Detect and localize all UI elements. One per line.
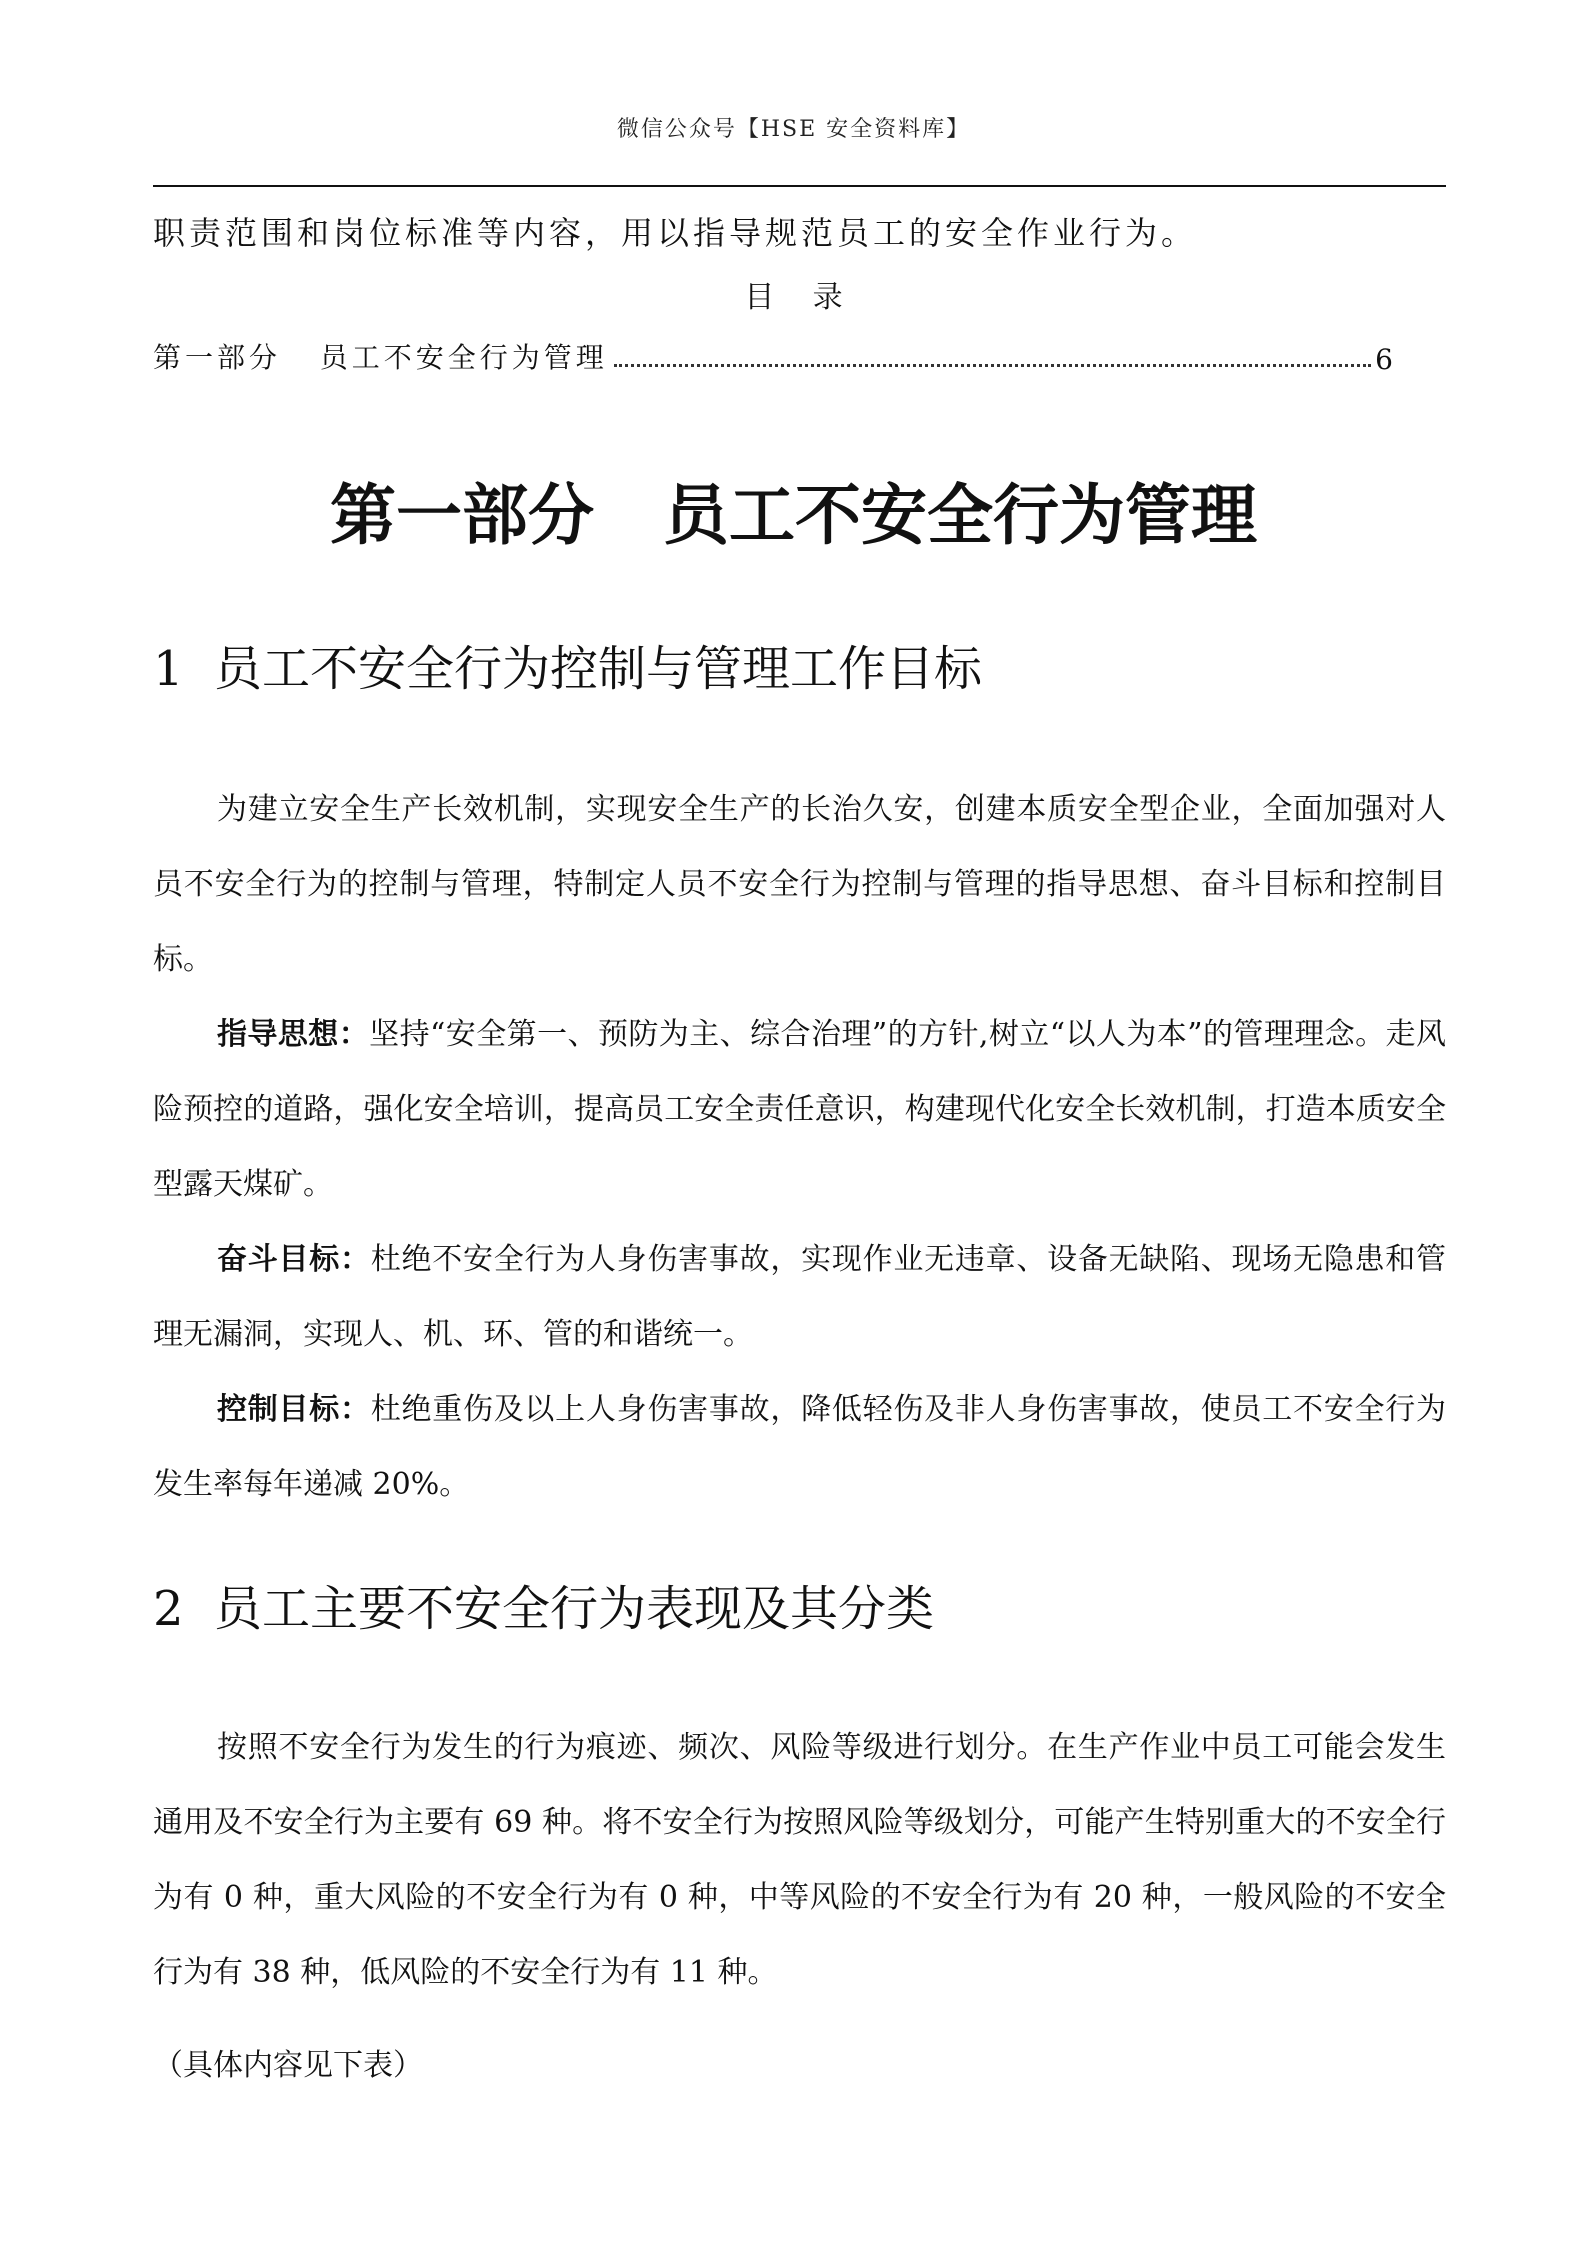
guiding-thought-text: 坚持“安全第一、预防为主、综合治理”的方针,树立“以人为本”的管理理念。走风险预控的道路，强化安全培训，提高员工安全责任意识，构建现代化安全长效机制，打造本质安全型露天煤矿。 — [153, 1017, 1446, 1202]
section1-paragraph: 为建立安全生产长效机制，实现安全生产的长治久安，创建本质安全型企业，全面加强对人员不安全行为的控制与管理，特制定人员不安全行为控制与管理的指导思想、奋斗目标和控制目标。 — [153, 792, 1446, 977]
goal-paragraph — [153, 1222, 1446, 1372]
control-goal-label: 控制目标： — [217, 1392, 371, 1427]
goal-text: 杜绝不安全行为人身伤害事故，实现作业无违章、设备无缺陷、现场无隐患和管理无漏洞，实现人、机、环、管的和谐统一。 — [153, 1242, 1446, 1352]
toc-dot-leader — [614, 364, 1371, 367]
header-divider — [153, 185, 1446, 187]
toc-entry[interactable] — [153, 336, 1393, 376]
control-goal-text: 杜绝重伤及以上人身伤害事故，降低轻伤及非人身伤害事故，使员工不安全行为发生率每年递减 20%。 — [153, 1392, 1446, 1502]
control-goal-paragraph — [153, 1372, 1446, 1522]
guiding-thought-paragraph — [153, 997, 1446, 1222]
goal-label: 奋斗目标： — [217, 1242, 371, 1277]
intro-line: 职责范围和岗位标准等内容，用以指导规范员工的安全作业行为。 — [153, 214, 1198, 252]
table-reference-note: （具体内容见下表） — [153, 2048, 423, 2083]
section2-paragraph: 按照不安全行为发生的行为痕迹、频次、风险等级进行划分。在生产作业中员工可能会发生通用及不安全行为主要有 69 种。将不安全行为按照风险等级划分，可能产生特别重大的不安全行为有 0 种，重大风险的不安全行为有 0 种，中等风险的不安全行为有 20 种，一般风险的不安全行为有 38 种，低风险的不安全行为有 11 种。 — [153, 1730, 1446, 1990]
toc-title: 目 录 — [744, 280, 843, 315]
guiding-thought-label: 指导思想： — [217, 1017, 370, 1052]
section-heading-2: 2 员工主要不安全行为表现及其分类 — [153, 1581, 935, 1637]
toc-entry-label: 第一部分 员工不安全行为管理 — [153, 341, 608, 374]
section-heading-1: 1 员工不安全行为控制与管理工作目标 — [153, 641, 983, 697]
page-header: 微信公众号【HSE 安全资料库】 — [616, 117, 971, 142]
toc-entry-page: 6 — [1375, 343, 1393, 376]
part-title: 第一部分 员工不安全行为管理 — [330, 476, 1257, 554]
